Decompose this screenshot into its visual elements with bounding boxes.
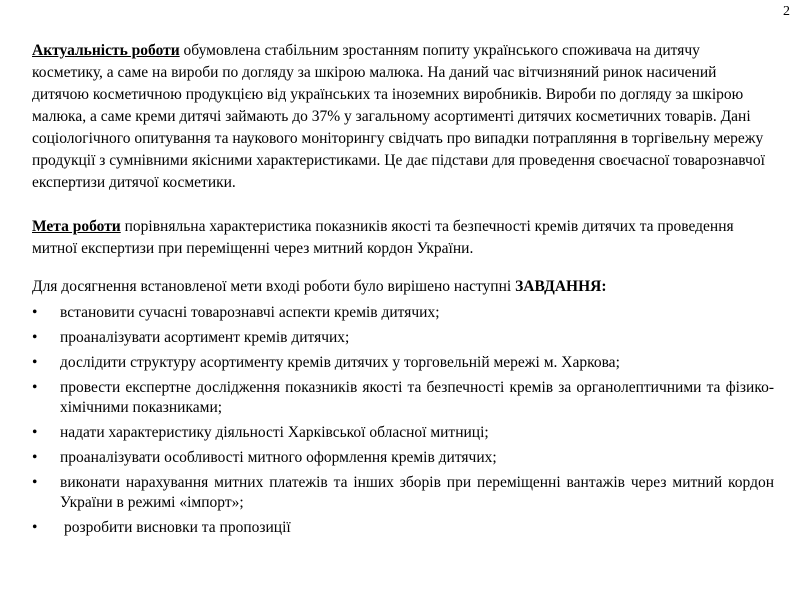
goal-paragraph — [32, 216, 774, 260]
bullet-icon: • — [32, 519, 38, 536]
task-text: розробити висновки та пропозиції — [64, 519, 291, 536]
task-text: дослідити структуру асортименту кремів дитячих у торговельній мережі м. Харкова; — [60, 354, 620, 371]
tasks-list — [32, 303, 774, 538]
list-item — [32, 328, 774, 348]
task-text: провести експертне дослідження показників якості та безпечності кремів за органолептичними та фізико-хімічними показниками; — [60, 379, 774, 416]
bullet-icon: • — [32, 304, 38, 321]
relevance-text: обумовлена стабільним зростанням попиту українського споживача на дитячу косметику, а саме на вироби по догляду за шкірою малюка. На даний час вітчизняний ринок насичений дитячою косметичною продукцією від українських та іноземних виробників. Вироби по догляду за шкірою малюка, а саме креми дитячі займають до 37% у загальному асортименті дитячих косметичних товарів. Дані соціологічного опитування та наукового моніторингу свідчать про випадки потрапляння в торгівельну мережу продукції з сумнівними якісними характеристиками. Це дає підстави для проведення своєчасної товарознавчої експертизи дитячої косметики. — [32, 42, 765, 191]
page-number: 2 — [783, 4, 790, 19]
task-text: надати характеристику діяльності Харківської обласної митниці; — [60, 424, 489, 441]
list-item — [32, 473, 774, 513]
tasks-intro-text: Для досягнення встановленої мети вході роботи було вирішено наступні — [32, 278, 516, 295]
task-text: проаналізувати особливості митного оформлення кремів дитячих; — [60, 449, 497, 466]
relevance-paragraph — [32, 40, 774, 194]
goal-heading: Мета роботи — [32, 218, 121, 235]
tasks-intro — [32, 276, 774, 298]
list-item — [32, 518, 774, 538]
list-item — [32, 423, 774, 443]
list-item — [32, 448, 774, 468]
spacer — [32, 260, 774, 276]
bullet-icon: • — [32, 329, 38, 346]
document-body — [32, 40, 774, 543]
task-text: виконати нарахування митних платежів та інших зборів при переміщенні вантажів через митний кордон України в режимі «імпорт»; — [60, 474, 774, 511]
list-item — [32, 353, 774, 373]
spacer — [32, 194, 774, 216]
relevance-heading: Актуальність роботи — [32, 42, 180, 59]
bullet-icon: • — [32, 354, 38, 371]
tasks-intro-emphasis: ЗАВДАННЯ: — [515, 278, 607, 295]
list-item — [32, 378, 774, 418]
bullet-icon: • — [32, 449, 38, 466]
bullet-icon: • — [32, 474, 38, 491]
list-item — [32, 303, 774, 323]
goal-text: порівняльна характеристика показників якості та безпечності кремів дитячих та проведення митної експертизи при переміщенні через митний кордон України. — [32, 218, 734, 257]
bullet-icon: • — [32, 379, 38, 396]
bullet-icon: • — [32, 424, 38, 441]
task-text: проаналізувати асортимент кремів дитячих; — [60, 329, 350, 346]
task-text: встановити сучасні товарознавчі аспекти кремів дитячих; — [60, 304, 440, 321]
